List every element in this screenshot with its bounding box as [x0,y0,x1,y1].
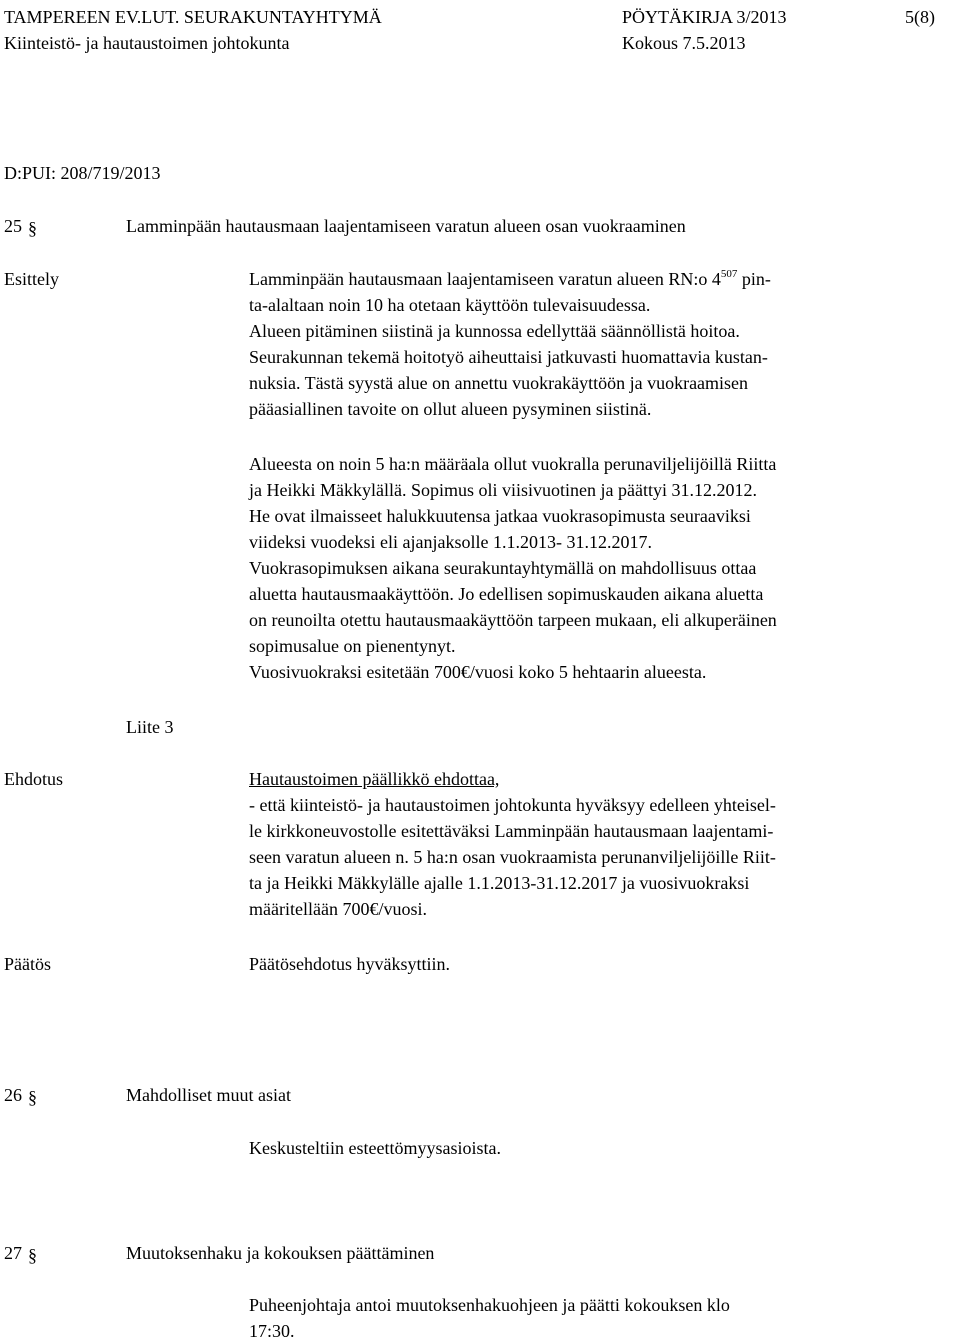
item-26-text: Keskusteltiin esteettömyysasioista. [249,1138,501,1158]
attachment-reference: Liite 3 [126,717,174,737]
item-26-number [4,1082,39,1108]
item-25-title: Lamminpään hautausmaan laajentamiseen varatun alueen osan vuokraaminen [126,216,686,236]
item-27-number [4,1240,39,1266]
svg-text:§: § [27,1244,37,1265]
item-26-title: Mahdolliset muut asiat [126,1085,291,1105]
section-sign-icon [27,217,39,239]
ehdotus-paragraph [249,792,776,922]
esittely-first-line-text: Lamminpään hautausmaan laajentamiseen varatun alueen RN:o 4 [249,269,721,289]
esittely-paragraph-1 [249,292,768,422]
header-page-number: 5(8) [905,7,935,27]
esittely-paragraph-2 [249,451,777,685]
item-27-text [249,1292,730,1344]
text-line: nuksia. Tästä syystä alue on annettu vuokrakäyttöön ja vuokraamisen [249,373,749,393]
text-line: 17:30. [249,1321,295,1341]
svg-text:§: § [27,217,37,238]
text-line: Alueen pitäminen siistinä ja kunnossa edellyttää säännöllistä hoitoa. [249,321,740,341]
text-line: sopimusalue on pienentynyt. [249,636,456,656]
item-25-number [4,213,39,239]
paatos-text: Päätösehdotus hyväksyttiin. [249,954,450,974]
text-line: ta ja Heikki Mäkkylälle ajalle 1.1.2013-31.12.2017 ja vuosivuokraksi [249,873,750,893]
item-27-title: Muutoksenhaku ja kokouksen päättäminen [126,1243,435,1263]
text-line: Alueesta on noin 5 ha:n määräala ollut vuokralla perunaviljelijöillä Riitta [249,454,777,474]
text-line: Seurakunnan tekemä hoitotyö aiheuttaisi jatkuvasti huomattavia kustan- [249,347,768,367]
item-number: 26 [4,1085,22,1105]
text-line: ja Heikki Mäkkylällä. Sopimus oli viisivuotinen ja päättyi 31.12.2012. [249,480,757,500]
text-line: He ovat ilmaisseet halukkuutensa jatkaa vuokrasopimusta seuraaviksi [249,506,751,526]
header-board: Kiinteistö- ja hautaustoimen johtokunta [4,33,290,53]
text-line: ta-alaltaan noin 10 ha otetaan käyttöön tulevaisuudessa. [249,295,651,315]
text-line: viideksi vuodeksi eli ajanjaksolle 1.1.2013- 31.12.2017. [249,532,652,552]
text-line: Vuokrasopimuksen aikana seurakuntayhtymällä on mahdollisuus ottaa [249,558,757,578]
text-line: määritellään 700€/vuosi. [249,899,427,919]
header-doc-type: PÖYTÄKIRJA 3/2013 [622,7,787,27]
item-number: 25 [4,216,22,236]
section-sign-icon [27,1086,39,1108]
text-line: on reunoilta otettu hautausmaakäyttöön tarpeen mukaan, eli alkuperäinen [249,610,777,630]
item-number: 27 [4,1243,22,1263]
text-line: aluetta hautausmaakäyttöön. Jo edellisen sopimuskauden aikana aluetta [249,584,764,604]
text-line: seen varatun alueen n. 5 ha:n osan vuokraamista perunanviljelijöille Riit- [249,847,776,867]
header-org: TAMPEREEN EV.LUT. SEURAKUNTAYHTYMÄ [4,7,382,27]
property-number-superscript: 507 [720,268,738,280]
text-line: Puheenjohtaja antoi muutoksenhakuohjeen ja päätti kokouksen klo [249,1295,730,1315]
text-line: - että kiinteistö- ja hautaustoimen johtokunta hyväksyy edelleen yhteisel- [249,795,776,815]
section-sign-icon [27,1244,39,1266]
esittely-first-line [249,266,771,292]
esittely-first-line-tail: pin- [737,269,771,289]
text-line: pääasiallinen tavoite on ollut alueen pysyminen siistinä. [249,399,652,419]
ehdotus-label: Ehdotus [4,769,64,789]
text-line: le kirkkoneuvostolle esitettäväksi Lamminpään hautausmaan laajentami- [249,821,774,841]
diary-number: D:PUI: 208/719/2013 [4,163,161,183]
svg-text:§: § [27,1086,37,1107]
text-line: Vuosivuokraksi esitetään 700€/vuosi koko 5 hehtaarin alueesta. [249,662,707,682]
header-meeting: Kokous 7.5.2013 [622,33,746,53]
esittely-label: Esittely [4,269,59,289]
paatos-label: Päätös [4,954,51,974]
ehdotus-heading: Hautaustoimen päällikkö ehdottaa, [249,769,500,789]
